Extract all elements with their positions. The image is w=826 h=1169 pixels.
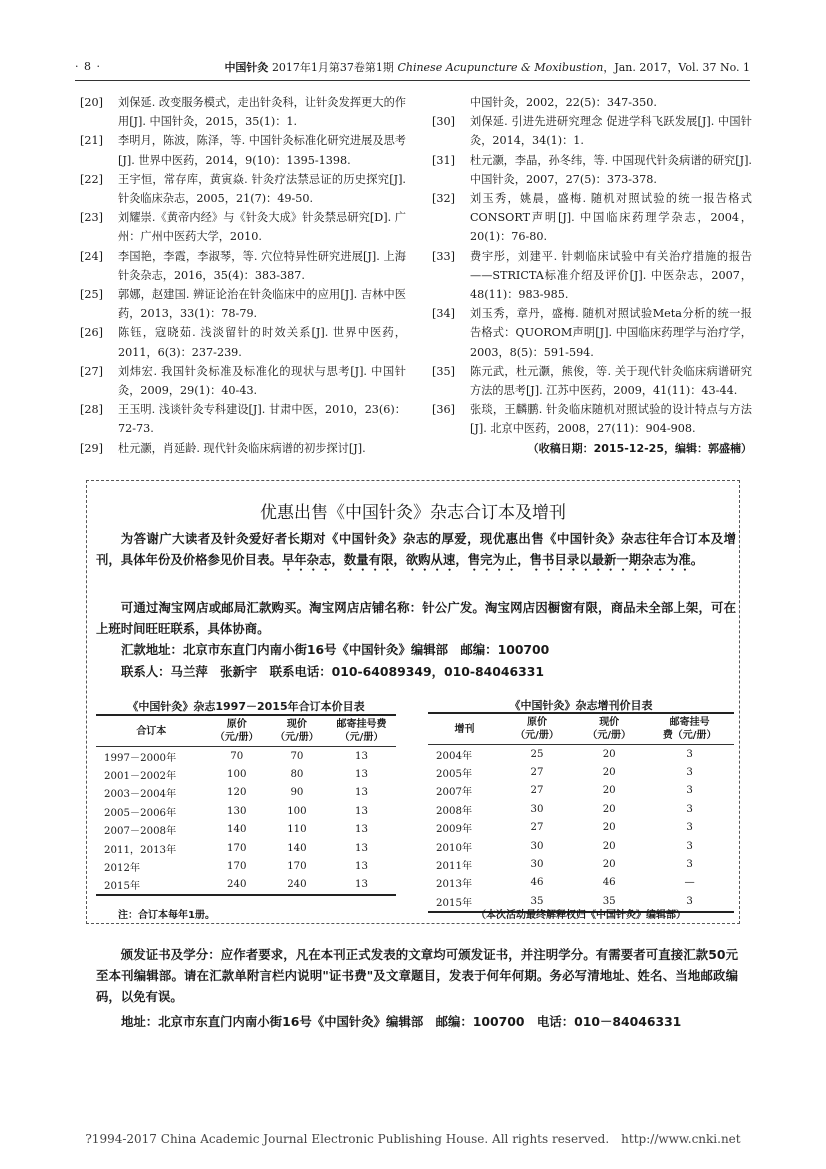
reference-text: 刘保延. 改变服务模式，走出针灸科，让针灸发挥更大的作用[J]. 中国针灸，2015，35(1)：1.	[118, 96, 406, 129]
table-cell: 2009年	[436, 824, 473, 836]
reference-number: [22]	[80, 172, 103, 186]
reference-text: 刘玉秀，章丹，盛梅. 随机对照试验Meta分析的统一报告格式：QUOROM声明[J]. 中国临床药理学与治疗学，2003，8(5)：591-594.	[470, 307, 752, 359]
table-cell: 120	[227, 787, 247, 799]
table-cell: 240	[267, 876, 327, 895]
reference-entry	[76, 400, 406, 438]
table-cell: 13	[355, 824, 368, 836]
reference-number: [24]	[80, 249, 103, 263]
references-right-column	[428, 93, 752, 458]
reference-number: [21]	[80, 134, 103, 148]
table-cell: 13	[355, 750, 368, 762]
reference-entry	[76, 285, 406, 323]
table-row	[428, 763, 734, 781]
table-cell: 3	[686, 748, 693, 760]
table-row	[96, 784, 396, 802]
reference-number: [25]	[80, 288, 103, 302]
reference-number: [27]	[80, 364, 103, 378]
table-cell: 240	[207, 876, 267, 895]
reference-entry	[76, 247, 406, 285]
table-cell: 3	[645, 892, 734, 911]
table-cell: 30	[530, 803, 544, 815]
table-cell: 3	[686, 840, 693, 852]
table-cell: 20	[602, 803, 616, 815]
table-cell: 2011，2013年	[104, 844, 177, 856]
table-cell: 20	[602, 822, 616, 834]
table-cell: 3	[686, 803, 693, 815]
reference-text: 刘玉秀，姚晨，盛梅. 随机对照试验的统一报告格式CONSORT声明[J]. 中国临床药理学杂志，2004，20(1)：76-80.	[470, 192, 752, 244]
promo-paragraph-1-end: 。	[690, 552, 704, 567]
table-cell: 2007年	[436, 787, 473, 799]
table-row	[428, 782, 734, 800]
table-cell: 100	[287, 805, 307, 817]
reference-number: [36]	[432, 403, 455, 417]
reference-entry	[76, 439, 406, 458]
reference-entry	[76, 170, 406, 208]
table-cell: 1997－2000年	[104, 752, 177, 764]
reference-entry	[76, 93, 406, 131]
table-cell: 2004年	[436, 750, 473, 762]
reference-number: [31]	[432, 153, 455, 167]
reference-number: [30]	[432, 115, 455, 129]
reference-text: 中国针灸，2002，22(5)：347-350.	[470, 96, 657, 109]
table-row	[428, 819, 734, 837]
promo-title: 优惠出售《中国针灸》杂志合订本及增刊	[260, 503, 566, 523]
table-cell: 130	[227, 805, 247, 817]
table-header-cell: 合订本	[96, 715, 207, 747]
remittance-address: 汇款地址：北京市东直门内南小街16号《中国针灸》编辑部 邮编：100700	[121, 642, 550, 657]
table-cell: —	[684, 877, 695, 889]
reference-entry	[428, 151, 752, 189]
reference-text: 李国艳，李霞，李淑琴，等. 穴位特异性研究进展[J]. 上海针灸杂志，2016，35(4)：383-387.	[118, 249, 406, 282]
table-cell: 20	[602, 748, 616, 760]
table-cell: 13	[355, 842, 368, 854]
reference-text: 陈钰，寇晓茹. 浅淡留针的时效关系[J]. 世界中医药，2011，6(3)：237-239.	[118, 326, 406, 359]
header-rule	[75, 80, 750, 81]
reference-number: [33]	[432, 249, 455, 263]
table-cell: 170	[287, 861, 307, 873]
reference-number: [32]	[432, 192, 455, 206]
table-row	[96, 857, 396, 875]
issue-info-en: ，Jan. 2017，Vol. 37 No. 1	[603, 61, 750, 74]
table-header-cell: 现价 （元/册）	[573, 713, 645, 745]
reference-number: [35]	[432, 364, 455, 378]
reference-text: 刘炜宏. 我国针灸标准及标准化的现状与思考[J]. 中国针灸，2009，29(1)：40-43.	[118, 364, 406, 398]
reference-text: 王玉明. 浅谈针灸专科建设[J]. 甘肃中医，2010，23(6)：72-73.	[118, 403, 406, 436]
table-cell: 27	[530, 822, 544, 834]
table-row	[96, 839, 396, 857]
table-cell: 20	[602, 785, 616, 797]
table-cell: 3	[686, 859, 693, 871]
reference-number: [29]	[80, 441, 103, 455]
reference-text: 刘耀崇.《黄帝内经》与《针灸大成》针灸禁忌研究[D]. 广州：广州中医药大学，2010.	[118, 211, 406, 244]
receipt-date: （收稿日期：2015-12-25，编辑：郭盛楠）	[527, 441, 752, 455]
reference-text: 王宇恒，常存库，黄寅焱. 针灸疗法禁忌证的历史探究[J]. 针灸临床杂志，2005，21(7)：49-50.	[118, 172, 406, 206]
table-row	[428, 800, 734, 818]
issue-info-cn: 2017年1月第37卷第1期	[271, 61, 394, 74]
reference-entry	[428, 247, 752, 305]
table-cell: 3	[686, 767, 693, 779]
table-row	[428, 855, 734, 873]
table-cell: 70	[290, 750, 304, 762]
table-cell: 2008年	[436, 805, 473, 817]
reference-entry	[76, 362, 406, 400]
promo-paragraph-1	[96, 528, 736, 574]
table-cell: 2015年	[96, 876, 207, 895]
reference-text: 杜元灏，肖延龄. 现代针灸临床病谱的初步探讨[J].	[118, 441, 366, 455]
table-cell: 3	[686, 785, 693, 797]
table-cell: 170	[227, 861, 247, 873]
table-cell: 20	[602, 840, 616, 852]
table-cell: 2011年	[436, 861, 473, 873]
table-cell: 2003－2004年	[104, 789, 177, 801]
table-row	[428, 745, 734, 764]
bound-volume-price-table	[96, 714, 396, 896]
reference-entry	[428, 189, 752, 247]
table-cell: 2015年	[428, 892, 501, 911]
table-cell: 13	[355, 805, 368, 817]
table-row	[96, 765, 396, 783]
reference-entry	[428, 304, 752, 362]
journal-name-en: Chinese Acupuncture & Moxibustion	[397, 61, 604, 74]
table-cell: 27	[530, 767, 544, 779]
editorial-address: 地址：北京市东直门内南小街16号《中国针灸》编辑部 邮编：100700 电话：010－84046331	[121, 1014, 682, 1029]
reference-number: [34]	[432, 307, 455, 321]
journal-name-cn: 中国针灸	[224, 61, 269, 74]
table-cell: 140	[227, 824, 247, 836]
certificate-notice: 颁发证书及学分：应作者要求，凡在本刊正式发表的文章均可颁发证书，并注明学分。有需要者可直接汇款50元至本刊编辑部。请在汇款单附言栏内说明"证书费"及文章题目，发表于何年何期。务必写清地址、姓名、当地邮政编码，以免有误。	[96, 947, 738, 1004]
supplement-price-table	[428, 712, 734, 913]
table-cell: 13	[355, 769, 368, 781]
reference-text: 陈元武，杜元灏，熊俊，等. 关于现代针灸临床病谱研究方法的思考[J]. 江苏中医药，2009，41(11)：43-44.	[470, 364, 752, 398]
table-header-cell: 邮寄挂号 费（元/册）	[645, 713, 734, 745]
table-cell: 30	[530, 840, 544, 852]
table-cell: 100	[227, 769, 247, 781]
table-row	[428, 874, 734, 892]
reference-entry	[428, 362, 752, 400]
reference-entry	[76, 131, 406, 169]
reference-text: 郭娜，赵建国. 辨证论治在针灸临床中的应用[J]. 吉林中医药，2013，33(1)：78-79.	[118, 288, 406, 321]
promo-emphasis-text: 早年杂志，数量有限，欲购从速，售完为止，售书目录以最新一期杂志为准	[281, 552, 691, 567]
reference-entry	[76, 323, 406, 361]
reference-number: [28]	[80, 403, 103, 417]
table-cell: 90	[290, 787, 304, 799]
table1-note: 注：合订本每年1册。	[118, 910, 215, 921]
table-cell: 20	[602, 767, 616, 779]
promo-paragraph-2: 可通过淘宝网店或邮局汇款购买。淘宝网店店铺名称：针公广发。淘宝网店因橱窗有限，商品未全部上架，可在上班时间旺旺联系，具体协商。	[96, 600, 736, 636]
table-cell: 46	[602, 877, 616, 889]
table-row	[96, 821, 396, 839]
table-cell: 110	[287, 824, 307, 836]
references-left-column	[76, 93, 406, 458]
table-row	[96, 747, 396, 766]
table-cell: 2007－2008年	[104, 826, 177, 838]
table-cell: 13	[327, 876, 396, 895]
copyright-notice: ?1994-2017 China Academic Journal Electronic Publishing House. All rights reserved. http://www.cnki.net	[85, 1132, 741, 1146]
table-header-cell: 原价 （元/册）	[207, 715, 267, 747]
table-row	[428, 837, 734, 855]
table-cell: 2013年	[436, 879, 473, 891]
reference-text: 费宇彤，刘建平. 针刺临床试验中有关治疗措施的报告——STRICTA标准介绍及评价[J]. 中医杂志，2007，48(11)：983-985.	[470, 249, 752, 302]
reference-text: 杜元灏，李晶，孙冬纬，等. 中国现代针灸病谱的研究[J]. 中国针灸，2007，27(5)：373-378.	[470, 153, 752, 186]
table-cell: 170	[227, 842, 247, 854]
table-cell: 2012年	[104, 863, 141, 875]
table-cell: 2005－2006年	[104, 807, 177, 819]
reference-number: [20]	[80, 96, 103, 109]
table-cell: 13	[355, 861, 368, 873]
reference-text: 张琰，王麟鹏. 针灸临床随机对照试验的设计特点与方法[J]. 北京中医药，2008，27(11)：904-908.	[470, 403, 752, 436]
table-cell: 27	[530, 785, 544, 797]
table-cell: 3	[686, 822, 693, 834]
table-header-cell: 原价 （元/册）	[501, 713, 573, 745]
table-cell: 80	[290, 769, 304, 781]
table2-note: （本次活动最终解释权归《中国针灸》编辑部）	[476, 910, 686, 921]
table-row	[96, 876, 396, 895]
contact-info: 联系人：马兰萍 张新宇 联系电话：010-64089349，010-84046331	[121, 664, 544, 679]
table-cell: 2001－2002年	[104, 771, 177, 783]
reference-entry	[428, 112, 752, 150]
reference-entry	[428, 400, 752, 438]
reference-text: 李明月，陈波，陈泽，等. 中国针灸标准化研究进展及思考[J]. 世界中医药，2014，9(10)：1395-1398.	[118, 134, 406, 167]
reference-text: 刘保延. 引进先进研究理念 促进学科飞跃发展[J]. 中国针灸，2014，34(1)：1.	[470, 115, 752, 148]
table-header-cell: 邮寄挂号费 （元/册）	[327, 715, 396, 747]
reference-number: [23]	[80, 211, 103, 225]
page-number: · 8 ·	[75, 60, 101, 73]
table-cell: 140	[287, 842, 307, 854]
table-cell: 30	[530, 859, 544, 871]
table-cell: 20	[602, 859, 616, 871]
running-header	[224, 59, 750, 75]
table-cell: 2005年	[436, 769, 473, 781]
table-row	[96, 802, 396, 820]
table-header-cell: 增刊	[428, 713, 501, 745]
reference-entry	[428, 93, 752, 112]
table-cell: 35	[573, 892, 645, 911]
table2-caption: 《中国针灸》杂志增刊价目表	[509, 699, 653, 712]
reference-entry	[76, 208, 406, 246]
table1-caption: 《中国针灸》杂志1997－2015年合订本价目表	[127, 700, 365, 713]
table-cell: 13	[355, 787, 368, 799]
table-header-cell: 现价 （元/册）	[267, 715, 327, 747]
table-cell: 2010年	[436, 842, 473, 854]
promo-paragraph-1-text: 为答谢广大读者及针灸爱好者长期对《中国针灸》杂志的厚爱，现优惠出售《中国针灸》杂志往年合订本及增刊，具体年份及价格参见价目表。	[96, 531, 736, 567]
table-cell: 35	[501, 892, 573, 911]
reference-number: [26]	[80, 326, 103, 340]
table-cell: 70	[230, 750, 244, 762]
table-cell: 25	[530, 748, 544, 760]
table-cell: 46	[530, 877, 544, 889]
